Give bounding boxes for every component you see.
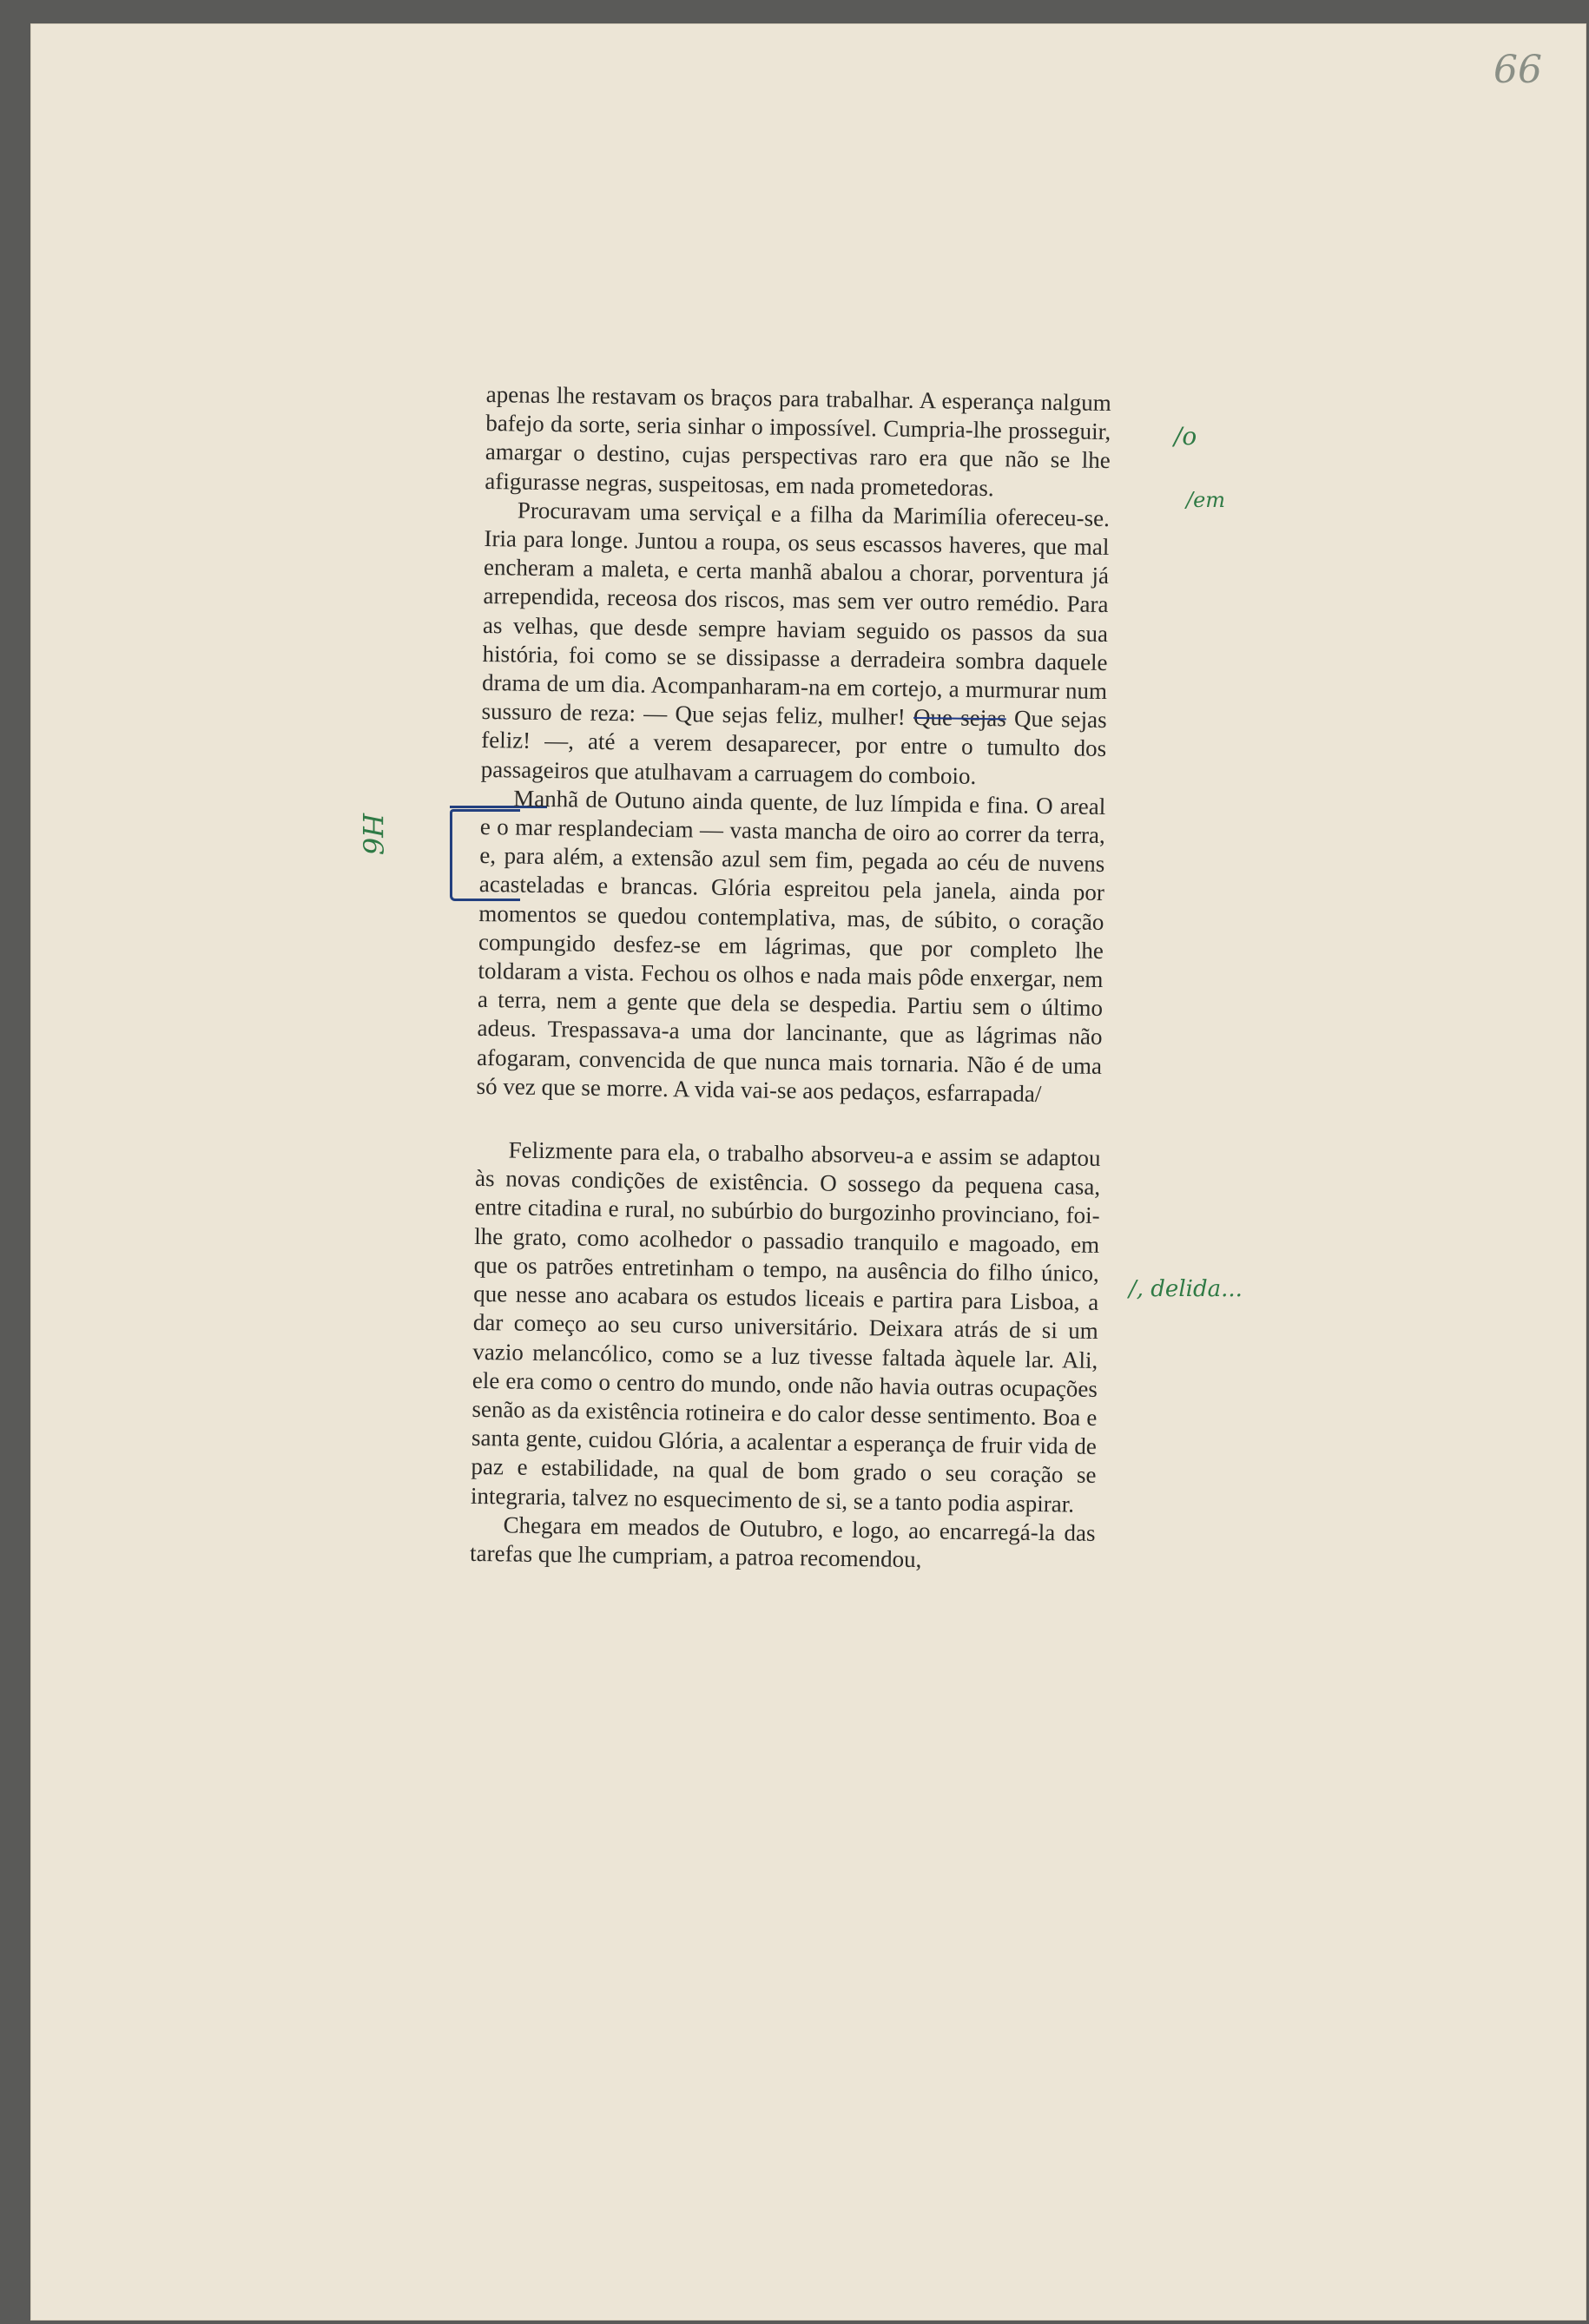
paragraph-1: apenas lhe restavam os braços para trabalhar. A esperança nalgum bafejo da sorte, seria sinhar o impossível. Cumpria-lhe prosseguir, amargar o destino, cujas perspectivas raro era que não se lhe afigurasse negras, suspeitosas, em nada prometedoras. (485, 380, 1111, 501)
margin-note-em: /em (1186, 488, 1226, 512)
struck-text: Que sejas (913, 704, 1006, 732)
body-text (470, 380, 1111, 1577)
paragraph-2-end: Que sejas feliz! —, até a verem desaparecer, por entre o tumulto dos passageiros que atulhavam a carruagem do comboio. (480, 705, 1107, 789)
paragraph-3: Manhã de Outuno ainda quente, de luz límpida e fina. O areal e o mar resplandeciam — vasta mancha de oiro ao correr da terra, e, para além, a extensão azul sem fim, pegada ao céu de nuvens acasteladas e brancas. Glória espreitou pela janela, ainda por momentos se quedou contemplativa, mas, de súbito, o coração compungido desfez-se em lágrimas, que por completo lhe toldaram a vista. Fechou os olhos e nada mais pôde enxergar, nem a terra, nem a gente que dela se despedia. Partiu sem o último adeus. Trespassava-a uma dor lancinante, que as lágrimas não afogaram, convencida de que nunca mais tornaria. Não é de uma só vez que se morre. A vida vai-se aos pedaços, esfarrapada/ (476, 785, 1106, 1107)
paragraph-2 (481, 496, 1111, 793)
margin-note-delida: /, delida... (1129, 1276, 1243, 1302)
paragraph-4: Felizmente para ela, o trabalho absorveu-a e assim se adaptou às novas condições de existência. O sossego da pequena casa, entre citadina e rural, no subúrbio do burgozinho provinciano, foi-lhe grato, como acolhedor o passadio tranquilo e magoado, em que os patrões entretinham o tempo, na ausência do filho único, que nesse ano acabara os estudos liceais e partira para Lisboa, a dar começo ao seu curso universitário. Deixara atrás de si um vazio melancólico, como se a luz tivesse faltada àquele lar. Ali, ele era como o centro do mundo, onde não havia outras ocupações senão as da existência rotineira e do calor desse sentimento. Boa e santa gente, cuidou Glória, a acalentar a esperança de fruir vida de paz e estabilidade, na qual de bom grado o seu coração se integraria, talvez no esquecimento de si, se a tanto podia aspirar. (470, 1136, 1101, 1518)
paragraph-2-main: Procuravam uma serviçal e a filha da Marimília ofereceu-se. Iria para longe. Juntou a roupa, os seus escassos haveres, que mal encheram a maleta, e certa manhã abalou a chorar, porventura já arrependida, receosa dos riscos, mas sem ver outro remédio. Para as velhas, que desde sempre haviam seguido os passos da sua história, foi como se se dissipasse a derradeira sombra daquele drama de um dia. Acompanharam-na em cortejo, a murmurar num sussuro de reza: — Que sejas feliz, mulher! (481, 497, 1111, 731)
paragraph-5: Chegara em meados de Outubro, e logo, ao encarregá-la das tarefas que lhe cumpriam, a patroa recomendou, (469, 1511, 1096, 1573)
margin-note-o: /o (1174, 422, 1197, 451)
page-number: 66 (1493, 48, 1542, 92)
margin-note-left: H6 (356, 813, 390, 856)
